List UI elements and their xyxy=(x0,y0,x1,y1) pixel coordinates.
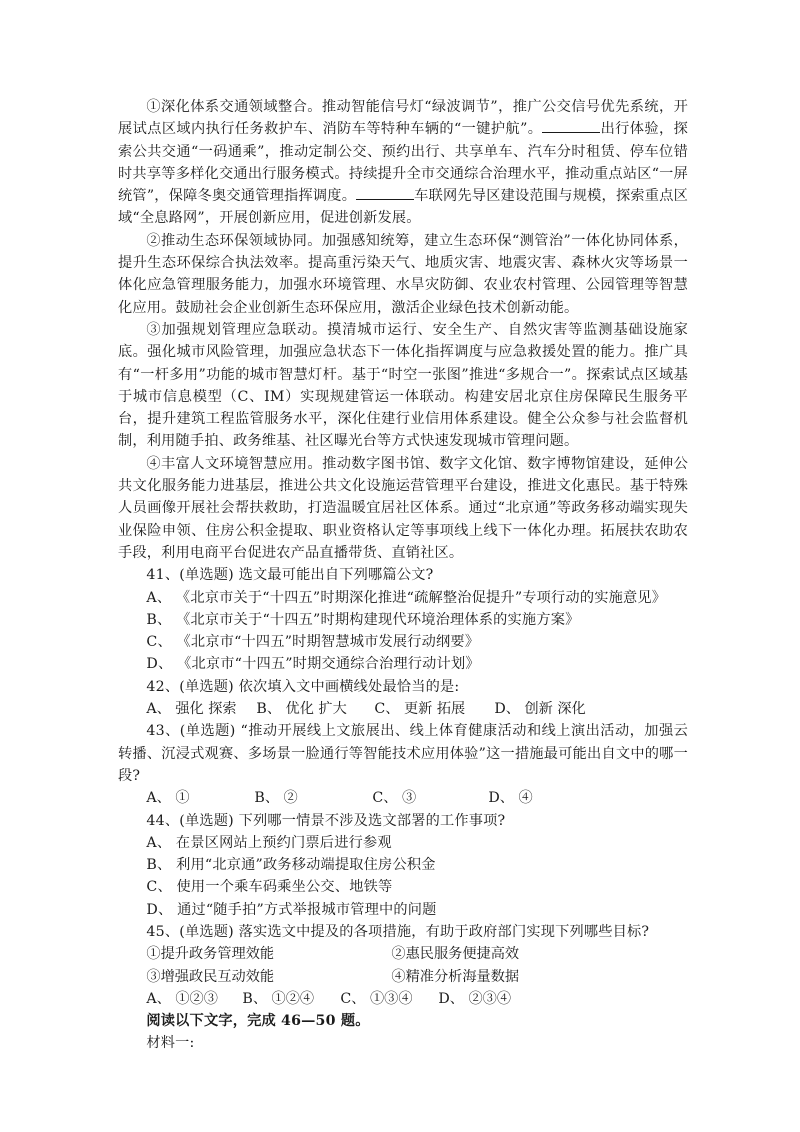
paragraph-4: ④丰富人文环境智慧应用。推动数字图书馆、数字文化馆、数字博物馆建设，延伸公共文化服务能力进基层，推进公共文化设施运营管理平台建设，推进文化惠民。基于特殊人员画像开展社会帮扶救助，打造温暖宜居社区体系。通过“北京通”等政务移动端实现失业保险申领、住房公积金提取、职业资格认定等事项线上线下一体化办理。拓展扶农助农手段，利用电商平台促进农产品直播带货、直销社区。 xyxy=(118,455,688,561)
question-43-option-a: A、 ① xyxy=(146,790,190,807)
question-43-option-b: B、 ② xyxy=(254,790,298,807)
paragraph-3: ③加强规划管理应急联动。摸清城市运行、安全生产、自然灾害等监测基础设施家底。强化城市风险管理，加强应急状态下一体化指挥调度与应急救援处置的能力。推广具有“一杆多用”功能的城市智慧灯杆。基于“时空一张图”推进“多规合一”。探索试点区域基于城市信息模型（C、IM）实现规建管运一体联动。构建安居北京住房保障民生服务平台，提升建筑工程监管服务水平，深化住建行业信用体系建设。健全公众参与社会监督机制，利用随手拍、政务维基、社区曝光台等方式快速发现城市管理问题。 xyxy=(118,321,688,450)
paragraph-2: ②推动生态环保领域协同。加强感知统筹，建立生态环保“测管治”一体化协同体系，提升生态环保综合执法效率。提高重污染天气、地质灾害、地震灾害、森林火灾等场景一体化应急管理服务能力，加强水环境管理、水旱灾防御、农业农村管理、公园管理等智慧化应用。鼓励社会企业创新生态环保应用，激活企业绿色技术创新动能。 xyxy=(118,232,688,316)
question-45-stem: 45、(单选题) 落实选文中提及的各项措施，有助于政府部门实现下列哪些目标? xyxy=(146,923,650,940)
question-41-option-c: C、 《北京市“十四五”时期智慧城市发展行动纲要》 xyxy=(146,634,480,651)
document-body xyxy=(118,96,688,1055)
fill-blank-2 xyxy=(356,185,414,200)
fill-blank-1 xyxy=(542,118,600,133)
question-43-option-d: D、 ④ xyxy=(488,790,533,807)
paragraph-1-part-c: 车联网先导区建设范围与规模，探索重点区域“全息路网”，开展创新应用，促进创新发展。 xyxy=(118,188,689,227)
paragraph-1-part-a: ①深化体系交通领域整合。推动智能信号灯“绿波调节”，推广公交信号优先系统，开展试点区域内执行任务救护车、消防车等特种车辆的“一键护航”。 xyxy=(118,99,688,138)
question-43-options xyxy=(118,787,688,809)
question-45-item-1: ①提升政务管理效能 xyxy=(146,946,275,963)
question-45-item-2: ②惠民服务便捷高效 xyxy=(391,946,520,963)
question-42-option-a: A、 强化 探索 xyxy=(146,701,237,718)
section-heading: 阅读以下文字，完成 46—50 题。 xyxy=(146,1013,370,1030)
question-42-option-b: B、 优化 扩大 xyxy=(256,701,347,718)
question-45-option-d: D、 ②③④ xyxy=(438,990,512,1007)
question-41-option-a: A、 《北京市关于“十四五”时期深化推进“疏解整治促提升”专项行动的实施意见》 xyxy=(146,589,667,606)
paragraph-1 xyxy=(118,96,688,230)
question-45-option-c: C、 ①③④ xyxy=(340,990,413,1007)
question-42-option-c: C、 更新 拓展 xyxy=(374,701,466,718)
question-45-items-row-2 xyxy=(118,966,688,988)
question-44-stem: 44、(单选题) 下列哪一情景不涉及选文部署的工作事项? xyxy=(146,812,506,829)
question-45-item-3: ③增强政民互动效能 xyxy=(146,968,275,985)
question-45-options xyxy=(118,988,688,1010)
question-45-option-b: B、 ①②④ xyxy=(242,990,315,1007)
question-44-option-b: B、 利用“北京通”政务移动端提取住房公积金 xyxy=(146,857,436,874)
question-43-option-c: C、 ③ xyxy=(372,790,417,807)
question-44-option-a: A、 在景区网站上预约门票后进行参观 xyxy=(146,834,392,851)
question-45-items-row-1 xyxy=(118,943,688,965)
question-44-option-d: D、 通过“随手拍”方式举报城市管理中的问题 xyxy=(146,901,437,918)
question-41-option-d: D、 《北京市“十四五”时期交通综合治理行动计划》 xyxy=(146,656,480,673)
paragraph-1-part-b: 出行体验，探索公共交通“一码通乘”，推动定制公交、预约出行、共享单车、汽车分时租赁、停车位错时共享等多样化交通出行服务模式。持续提升全市交通综合治理水平，推动重点站区“一屏统管”，保障冬奥交通管理指挥调度。 xyxy=(118,121,689,205)
question-41-stem: 41、(单选题) 选文最可能出自下列哪篇公文? xyxy=(146,567,434,584)
question-43-stem: 43、(单选题) “推动开展线上文旅展出、线上体育健康活动和线上演出活动，加强云转播、沉浸式观赛、多场景一脸通行等智能技术应用体验”这一措施最可能出自文中的哪一段? xyxy=(118,723,688,784)
question-42-option-d: D、 创新 深化 xyxy=(494,701,586,718)
question-42-stem: 42、(单选题) 依次填入文中画横线处最恰当的是: xyxy=(146,678,460,695)
material-label: 材料一: xyxy=(146,1035,195,1052)
question-45-item-4: ④精准分析海量数据 xyxy=(391,968,520,985)
question-44-option-c: C、 使用一个乘车码乘坐公交、地铁等 xyxy=(146,879,393,896)
question-42-options xyxy=(118,698,688,720)
question-45-option-a: A、 ①②③ xyxy=(146,990,218,1007)
question-41-option-b: B、 《北京市关于“十四五”时期构建现代环境治理体系的实施方案》 xyxy=(146,611,580,628)
